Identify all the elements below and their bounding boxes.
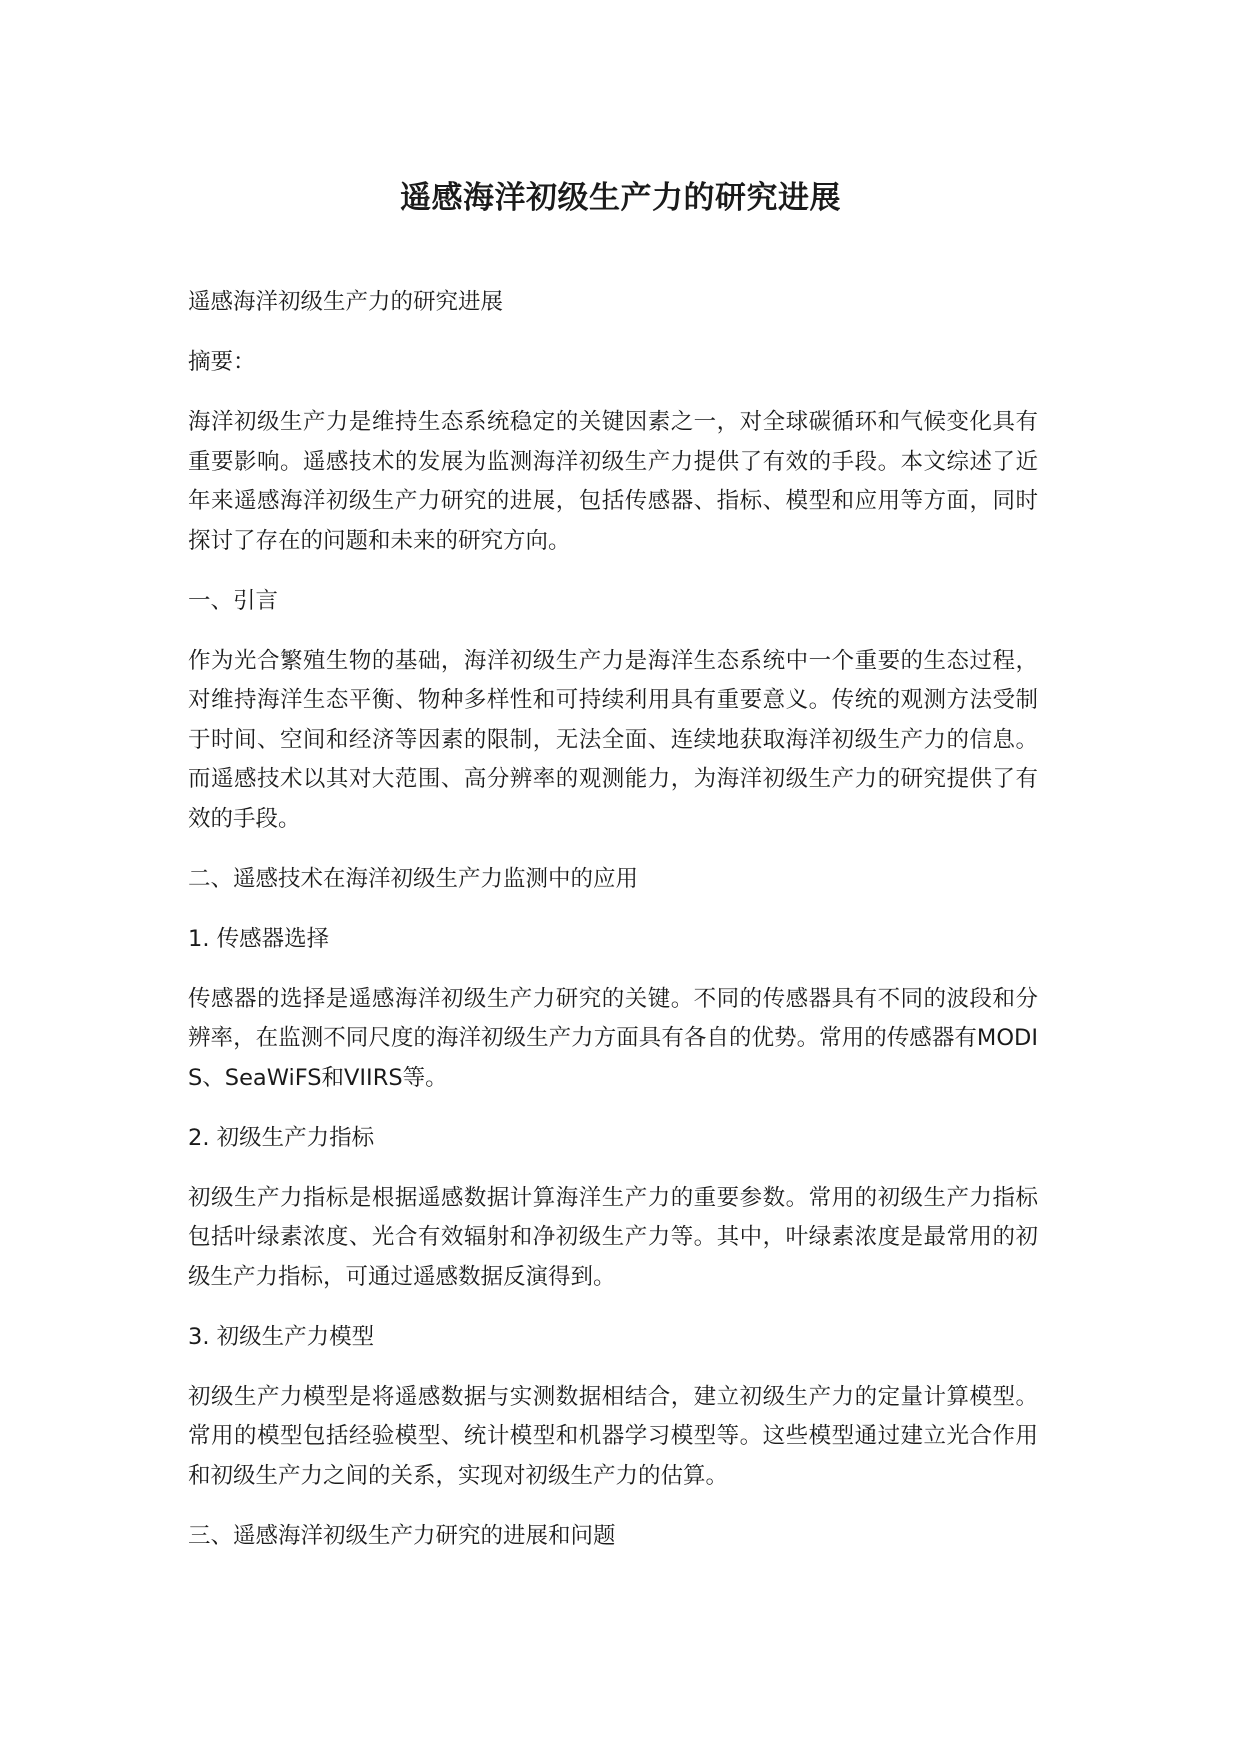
document-title: 遥感海洋初级生产力的研究进展 [400, 180, 841, 216]
section-heading-applications: 二、遥感技术在海洋初级生产力监测中的应用 [188, 865, 639, 892]
section-heading-progress: 三、遥感海洋初级生产力研究的进展和问题 [188, 1522, 616, 1549]
subsection-heading-sensors: 1. 传感器选择 [188, 925, 330, 952]
document-body [188, 283, 1038, 1577]
introduction-paragraph: 作为光合繁殖生物的基础，海洋初级生产力是海洋生态系统中一个重要的生态过程，对维持海洋生态平衡、物种多样性和可持续利用具有重要意义。传统的观测方法受制于时间、空间和经济等因素的限制，无法全面、连续地获取海洋初级生产力的信息。而遥感技术以其对大范围、高分辨率的观测能力，为海洋初级生产力的研究提供了有效的手段。 [188, 647, 1038, 832]
sensors-paragraph: 传感器的选择是遥感海洋初级生产力研究的关键。不同的传感器具有不同的波段和分辨率，在监测不同尺度的海洋初级生产力方面具有各自的优势。常用的传感器有MODIS、SeaWiFS和VIIRS等。 [188, 985, 1038, 1091]
subtitle-paragraph: 遥感海洋初级生产力的研究进展 [188, 289, 504, 315]
subsection-heading-models: 3. 初级生产力模型 [188, 1323, 375, 1350]
models-paragraph: 初级生产力模型是将遥感数据与实测数据相结合，建立初级生产力的定量计算模型。常用的模型包括经验模型、统计模型和机器学习模型等。这些模型通过建立光合作用和初级生产力之间的关系，实现对初级生产力的估算。 [188, 1383, 1038, 1489]
section-heading-introduction: 一、引言 [188, 587, 279, 614]
abstract-heading: 摘要： [188, 349, 256, 375]
subsection-heading-indicators: 2. 初级生产力指标 [188, 1124, 375, 1151]
abstract-paragraph: 海洋初级生产力是维持生态系统稳定的关键因素之一，对全球碳循环和气候变化具有重要影响。遥感技术的发展为监测海洋初级生产力提供了有效的手段。本文综述了近年来遥感海洋初级生产力研究的进展，包括传感器、指标、模型和应用等方面，同时探讨了存在的问题和未来的研究方向。 [188, 409, 1038, 554]
indicators-paragraph: 初级生产力指标是根据遥感数据计算海洋生产力的重要参数。常用的初级生产力指标包括叶绿素浓度、光合有效辐射和净初级生产力等。其中，叶绿素浓度是最常用的初级生产力指标，可通过遥感数据反演得到。 [188, 1184, 1038, 1290]
